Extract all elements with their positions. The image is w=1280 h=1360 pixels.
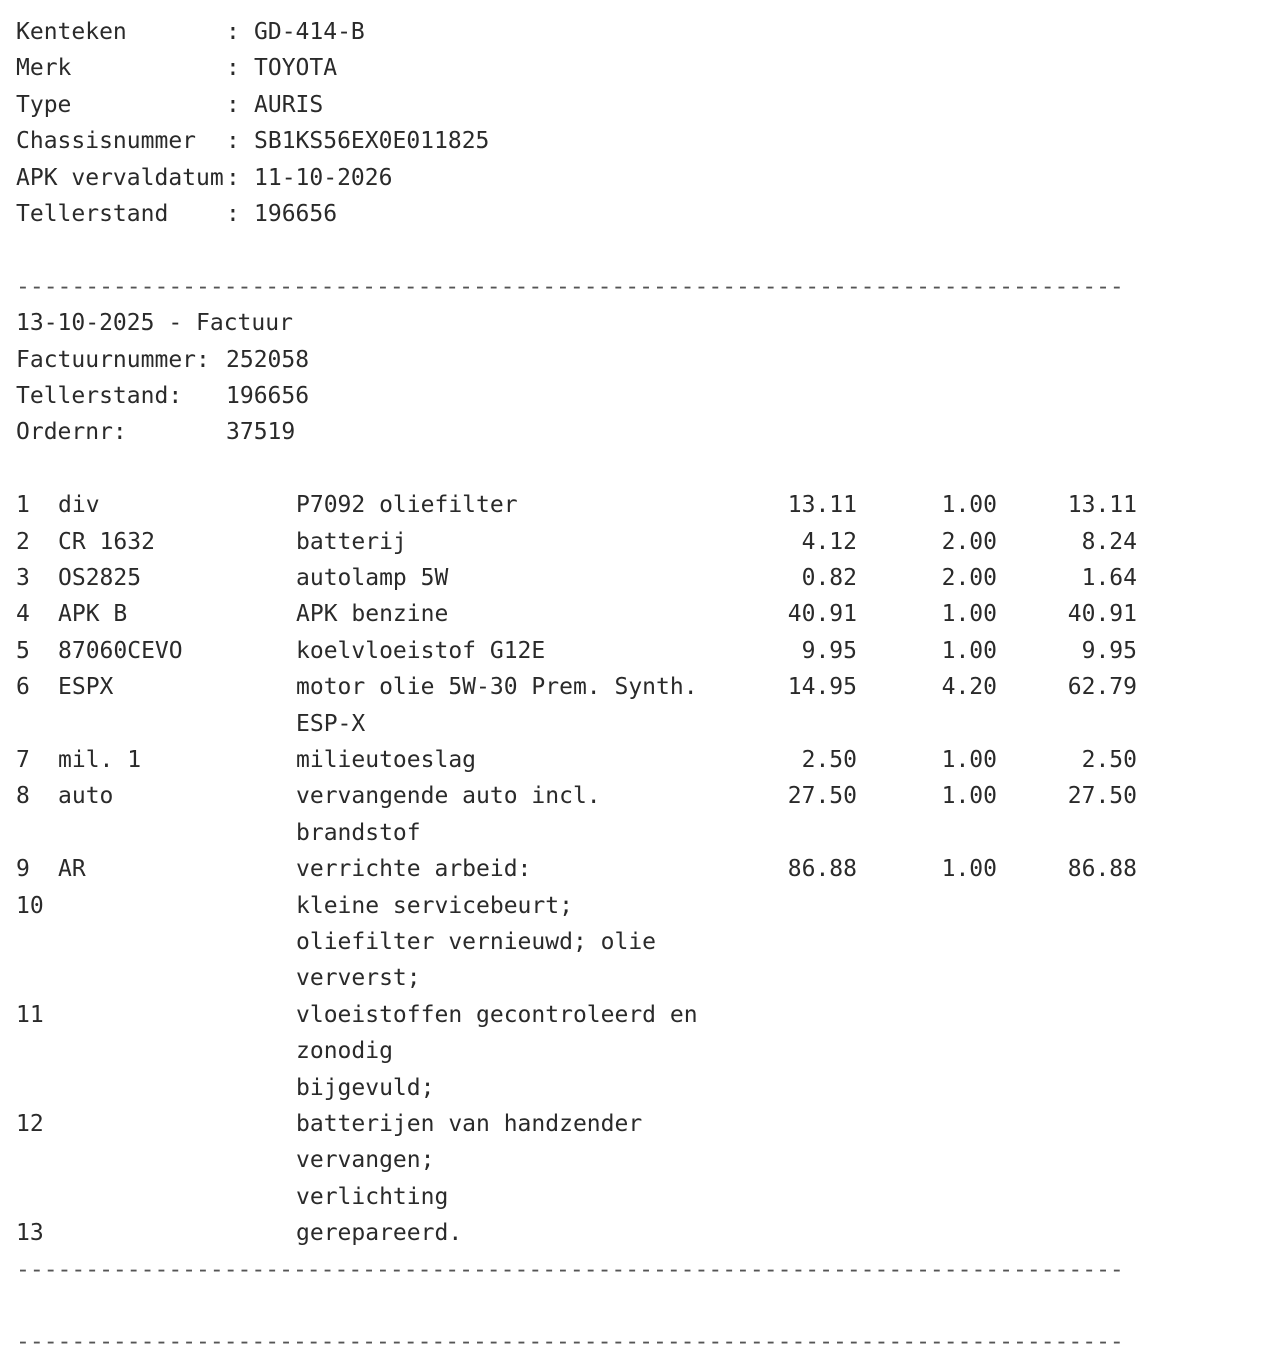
vehicle-label: Type [16, 91, 224, 118]
line-price: 4.12 [801, 528, 857, 555]
vehicle-label: Tellerstand [16, 201, 224, 227]
line-price: 9.95 [801, 637, 857, 664]
vehicle-label: Chassisnummer [16, 128, 224, 155]
line-description: autolamp 5W [296, 565, 449, 591]
vehicle-colon: : [226, 128, 254, 155]
line-description: kleine servicebeurt; [296, 892, 573, 919]
line-price: 14.95 [787, 674, 857, 701]
line-number: 7 [16, 747, 30, 773]
line-total [1000, 1106, 1137, 1142]
line-price [700, 997, 857, 1033]
line-qty: 4.20 [941, 674, 997, 701]
line-description: ververst; [296, 965, 421, 992]
line-code: mil. 1 [58, 747, 142, 773]
line-total: 86.88 [1067, 856, 1137, 883]
invoice-meta-value: 37519 [226, 419, 296, 446]
line-qty: 2.00 [941, 528, 997, 555]
line-description: brandstof [296, 819, 421, 846]
line-code: OS2825 [58, 565, 142, 591]
line-description: APK benzine [296, 601, 449, 628]
line-price: 40.91 [787, 601, 857, 628]
line-description: zonodig [296, 1038, 393, 1065]
line-number: 5 [16, 637, 30, 664]
line-description: vervangen; [296, 1147, 435, 1174]
line-number: 2 [16, 528, 30, 555]
line-description: verrichte arbeid: [296, 856, 532, 883]
line-total: 13.11 [1067, 492, 1137, 519]
line-description: gerepareerd. [296, 1220, 463, 1247]
line-description: vervangende auto incl. [296, 783, 601, 810]
line-qty: 1.00 [941, 492, 997, 519]
separator-line: -------------------------------------------------------------------------------- [16, 1329, 1124, 1356]
line-description: P7092 oliefilter [296, 492, 518, 519]
line-code: auto [58, 783, 114, 810]
invoice-heading: 13-10-2025 - Factuur [16, 310, 293, 337]
line-description: verlichting [296, 1183, 449, 1210]
line-description: milieutoeslag [296, 747, 477, 773]
line-description: bijgevuld; [296, 1074, 435, 1101]
line-qty: 1.00 [941, 783, 997, 810]
vehicle-value: TOYOTA [254, 55, 338, 82]
line-qty: 1.00 [941, 747, 997, 773]
line-qty: 1.00 [941, 601, 997, 628]
line-description: oliefilter vernieuwd; olie [296, 929, 657, 955]
vehicle-colon: : [226, 19, 254, 45]
line-number: 1 [16, 492, 30, 519]
line-number: 12 [16, 1111, 44, 1137]
line-description: batterijen van handzender [296, 1111, 643, 1137]
invoice-meta-value: 252058 [226, 346, 310, 373]
line-qty [860, 1106, 997, 1142]
line-price: 86.88 [787, 856, 857, 883]
vehicle-label: APK vervaldatum [16, 164, 224, 191]
line-code: ESPX [58, 674, 114, 701]
invoice-meta-label: Tellerstand: [16, 383, 210, 409]
vehicle-label: Merk [16, 55, 224, 82]
line-code: APK B [58, 601, 128, 628]
line-number: 13 [16, 1220, 44, 1247]
line-number: 8 [16, 783, 30, 810]
invoice-meta-value: 196656 [226, 383, 310, 409]
line-description: batterij [296, 528, 407, 555]
line-total [1000, 1215, 1137, 1251]
vehicle-value: 11-10-2026 [254, 164, 393, 191]
line-description: koelvloeistof G12E [296, 637, 546, 664]
line-qty: 1.00 [941, 637, 997, 664]
line-code: CR 1632 [58, 528, 155, 555]
line-qty: 1.00 [941, 856, 997, 883]
vehicle-colon: : [226, 164, 254, 191]
line-qty: 2.00 [941, 565, 997, 591]
line-number: 4 [16, 601, 30, 628]
line-qty [860, 888, 997, 924]
line-total [1000, 888, 1137, 924]
line-total [1000, 997, 1137, 1033]
separator-line: -------------------------------------------------------------------------------- [16, 1256, 1124, 1283]
line-total: 8.24 [1081, 528, 1137, 555]
line-total: 40.91 [1067, 601, 1137, 628]
vehicle-colon: : [226, 201, 254, 227]
invoice-meta-label: Ordernr: [16, 419, 210, 446]
line-description: ESP-X [296, 710, 366, 737]
line-qty [860, 997, 997, 1033]
vehicle-colon: : [226, 91, 254, 118]
line-total: 27.50 [1067, 783, 1137, 810]
line-number: 11 [16, 1001, 44, 1028]
line-total: 2.50 [1081, 747, 1137, 773]
vehicle-value: 196656 [254, 201, 338, 227]
line-price: 2.50 [801, 747, 857, 773]
vehicle-value: AURIS [254, 91, 324, 118]
line-number: 6 [16, 674, 30, 701]
line-total: 62.79 [1067, 674, 1137, 701]
invoice-meta-label: Factuurnummer: [16, 346, 210, 373]
line-price [700, 888, 857, 924]
line-price [700, 1215, 857, 1251]
line-description: vloeistoffen gecontroleerd en [296, 1001, 698, 1028]
line-description: motor olie 5W-30 Prem. Synth. [296, 674, 698, 701]
line-code: AR [58, 856, 86, 883]
line-number: 3 [16, 565, 30, 591]
line-price: 0.82 [801, 565, 857, 591]
line-price: 13.11 [787, 492, 857, 519]
separator-line: -------------------------------------------------------------------------------- [16, 273, 1124, 300]
vehicle-value: GD-414-B [254, 19, 365, 45]
vehicle-label: Kenteken [16, 19, 224, 45]
line-price: 27.50 [787, 783, 857, 810]
line-number: 10 [16, 892, 44, 919]
line-qty [860, 1215, 997, 1251]
line-price [700, 1106, 857, 1142]
vehicle-value: SB1KS56EX0E011825 [254, 128, 490, 155]
vehicle-colon: : [226, 55, 254, 82]
line-total: 1.64 [1081, 565, 1137, 591]
line-code: div [58, 492, 100, 519]
line-number: 9 [16, 856, 30, 883]
line-code: 87060CEVO [58, 637, 183, 664]
line-total: 9.95 [1081, 637, 1137, 664]
